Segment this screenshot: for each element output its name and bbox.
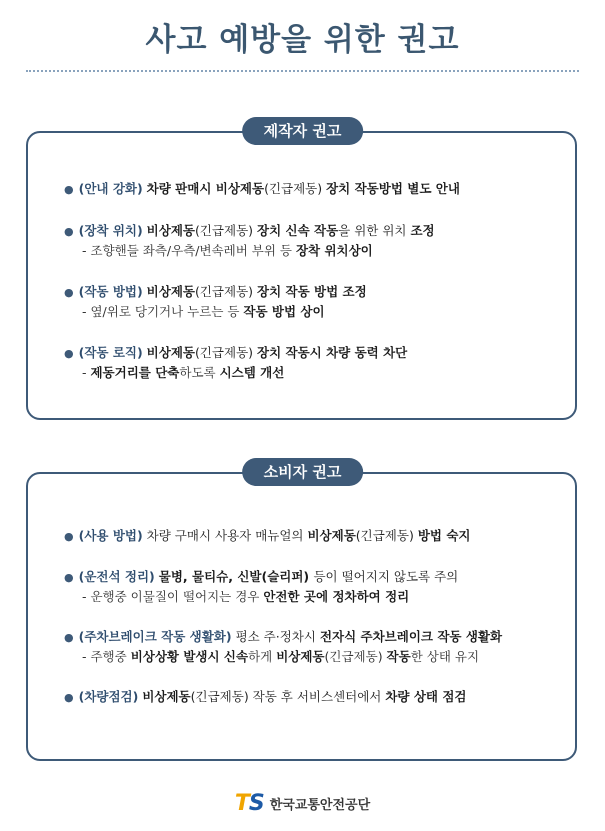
- item-text: 차량 상태 점검: [385, 689, 467, 704]
- footer: [0, 790, 605, 816]
- bullet-icon: ●: [64, 631, 74, 644]
- item-main-line: [64, 221, 565, 241]
- bullet-icon: ●: [64, 225, 74, 238]
- list-item: [64, 526, 565, 546]
- bullet-icon: ●: [64, 691, 74, 704]
- item-text: 방법 숙지: [417, 528, 471, 543]
- item-subtext: 하도록: [179, 365, 220, 380]
- list-item: [64, 282, 565, 321]
- manufacturer-list: [64, 179, 565, 404]
- item-sub-line: [64, 647, 565, 666]
- item-main-line: [64, 567, 565, 587]
- item-subtext: (긴급제동): [324, 649, 387, 664]
- item-text: 을 위한 위치: [338, 223, 411, 238]
- item-subtext: - 운행중 이물질이 떨어지는 경우: [82, 589, 264, 604]
- item-tag: (운전석 정리): [78, 569, 155, 584]
- item-text: (긴급제동): [194, 345, 258, 360]
- item-text: 장치 작동시 차량 동력 차단: [257, 345, 408, 360]
- list-item: [64, 221, 565, 260]
- item-subtext: - 주행중: [82, 649, 131, 664]
- item-text: 비상제동: [146, 284, 195, 299]
- item-tag: (작동 방법): [78, 284, 143, 299]
- item-tag: (차량점검): [78, 689, 139, 704]
- item-text: (긴급제동): [264, 181, 327, 196]
- title-divider: [26, 70, 579, 72]
- item-sub-line: [64, 302, 565, 321]
- ts-logo: [235, 791, 264, 816]
- item-subtext: -: [82, 365, 91, 380]
- item-text: 전자식 주차브레이크 작동 생활화: [319, 629, 503, 644]
- item-main-line: [64, 282, 565, 302]
- item-tag: (작동 로직): [78, 345, 143, 360]
- item-main-line: [64, 343, 565, 363]
- item-text: 물병, 물티슈, 신발(슬리퍼): [158, 569, 314, 584]
- item-subtext: 제동거리를 단축: [90, 365, 180, 380]
- item-sub-line: [64, 587, 565, 606]
- item-subtext: 작동: [386, 649, 411, 664]
- item-tag: (사용 방법): [78, 528, 143, 543]
- item-subtext: 하게: [248, 649, 277, 664]
- item-tag: (안내 강화): [78, 181, 143, 196]
- bullet-icon: ●: [64, 347, 74, 360]
- list-item: [64, 567, 565, 606]
- item-sub-line: [64, 241, 565, 260]
- item-subtext: 작동 방법 상이: [243, 304, 325, 319]
- item-tag: (주차브레이크 작동 생활화): [78, 629, 232, 644]
- item-text: (긴급제동): [194, 223, 258, 238]
- page-title: 사고 예방을 위한 권고: [145, 22, 460, 58]
- item-main-line: [64, 526, 565, 546]
- list-item: [64, 627, 565, 666]
- manufacturer-heading: 제작자 권고: [242, 117, 364, 145]
- item-text: (긴급제동) 작동 후 서비스센터에서: [190, 689, 386, 704]
- consumer-card: [26, 472, 577, 761]
- bullet-icon: ●: [64, 571, 74, 584]
- item-subtext: - 옆/위로 당기거나 누르는 등: [82, 304, 244, 319]
- item-subtext: 시스템 개선: [219, 365, 285, 380]
- item-main-line: [64, 179, 565, 199]
- item-text: 조정: [410, 223, 435, 238]
- logo-t-letter: T: [234, 790, 249, 816]
- item-main-line: [64, 627, 565, 647]
- item-subtext: - 조향핸들 좌측/우측/변속레버 부위 등: [82, 243, 296, 258]
- list-item: [64, 687, 565, 707]
- organization-name: 한국교통안전공단: [269, 797, 371, 813]
- consumer-heading: 소비자 권고: [242, 458, 364, 486]
- item-text: 차량 구매시 사용자 매뉴얼의: [146, 528, 308, 543]
- item-text: 장치 작동 방법 조정: [257, 284, 367, 299]
- logo-s-letter: S: [248, 790, 264, 816]
- item-text: 비상제동: [307, 528, 356, 543]
- item-subtext: 장착 위치상이: [295, 243, 373, 258]
- item-subtext: 안전한 곳에 정차하여 정리: [263, 589, 410, 604]
- item-main-line: [64, 687, 565, 707]
- item-text: 비상제동: [142, 689, 191, 704]
- item-text: 장치 신속 작동: [257, 223, 339, 238]
- item-text: 평소 주·정차시: [235, 629, 320, 644]
- list-item: [64, 179, 565, 199]
- consumer-list: [64, 526, 565, 728]
- item-text: 장치 작동방법 별도 안내: [326, 181, 460, 196]
- item-text: 등이 떨어지지 않도록 주의: [313, 569, 459, 584]
- item-subtext: 비상제동: [276, 649, 325, 664]
- bullet-icon: ●: [64, 530, 74, 543]
- item-text: (긴급제동): [355, 528, 418, 543]
- item-text: 비상제동: [146, 223, 195, 238]
- item-tag: (장착 위치): [78, 223, 143, 238]
- item-text: (긴급제동): [194, 284, 258, 299]
- bullet-icon: ●: [64, 183, 74, 196]
- item-subtext: 비상상황 발생시 신속: [130, 649, 249, 664]
- item-text: 비상제동: [146, 345, 195, 360]
- bullet-icon: ●: [64, 286, 74, 299]
- item-sub-line: [64, 363, 565, 382]
- item-text: 차량 판매시 비상제동: [146, 181, 265, 196]
- item-subtext: 한 상태 유지: [410, 649, 480, 664]
- list-item: [64, 343, 565, 382]
- manufacturer-card: [26, 131, 577, 420]
